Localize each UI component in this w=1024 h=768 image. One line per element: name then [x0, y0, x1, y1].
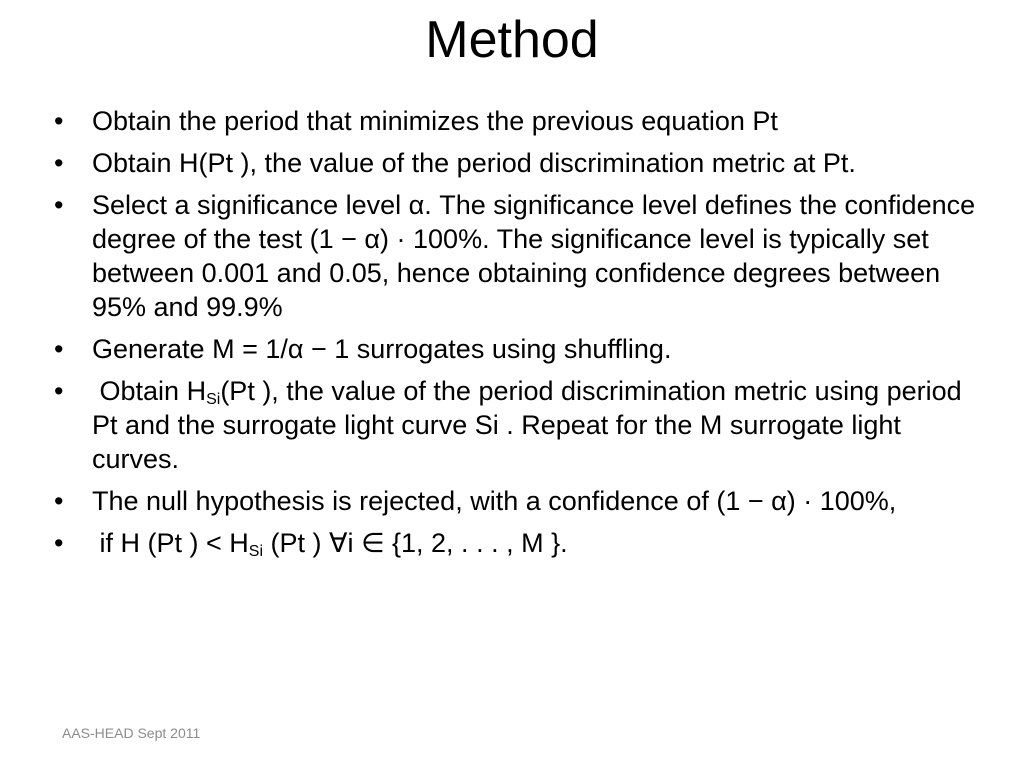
bullet-item [50, 104, 990, 138]
bullet-item [50, 526, 990, 560]
slide-footer: AAS-HEAD Sept 2011 [62, 725, 201, 741]
bullet-glyph: • [54, 106, 64, 136]
subscript-si: Si [206, 391, 221, 408]
slide-title: Method [425, 11, 599, 69]
bullet-item [50, 484, 990, 518]
bullet-text: Generate M = 1/α − 1 surrogates using shuffling. [92, 334, 672, 364]
bullet-text [92, 528, 568, 558]
bullet-item [50, 374, 990, 476]
bullet-text: Obtain the period that minimizes the previous equation Pt [92, 106, 778, 136]
bullet-glyph: • [54, 334, 64, 364]
bullet-item [50, 146, 990, 180]
bullet-glyph: • [54, 528, 64, 558]
bullet-item [50, 332, 990, 366]
subscript-si: Si [248, 543, 264, 560]
bullet-item [50, 188, 990, 324]
bullet-text [92, 376, 962, 474]
bullet-text-post: (Pt ), the value of the period discrimination metric using period Pt and the surrogate light curve Si . Repeat for the M surrogate light curves. [92, 376, 962, 474]
bullet-text-pre: if H (Pt ) < H [92, 528, 249, 558]
bullet-text: Obtain H(Pt ), the value of the period discrimination metric at Pt. [92, 148, 856, 178]
bullet-text-post: (Pt ) ∀i ∈ {1, 2, . . . , M }. [263, 528, 568, 558]
bullet-glyph: • [54, 376, 64, 406]
bullet-glyph: • [54, 190, 64, 220]
bullet-text: Select a significance level α. The significance level defines the confidence degree of the test (1 − α) · 100%. The significance level is typically set between 0.001 and 0.05, hence obtaining confidence degrees between 95% and 99.9% [92, 190, 976, 322]
bullet-text: The null hypothesis is rejected, with a confidence of (1 − α) · 100%, [92, 486, 897, 516]
bullet-glyph: • [54, 148, 64, 178]
bullet-glyph: • [54, 486, 64, 516]
bullet-text-pre: Obtain H [92, 376, 207, 406]
bullet-list [50, 104, 990, 568]
